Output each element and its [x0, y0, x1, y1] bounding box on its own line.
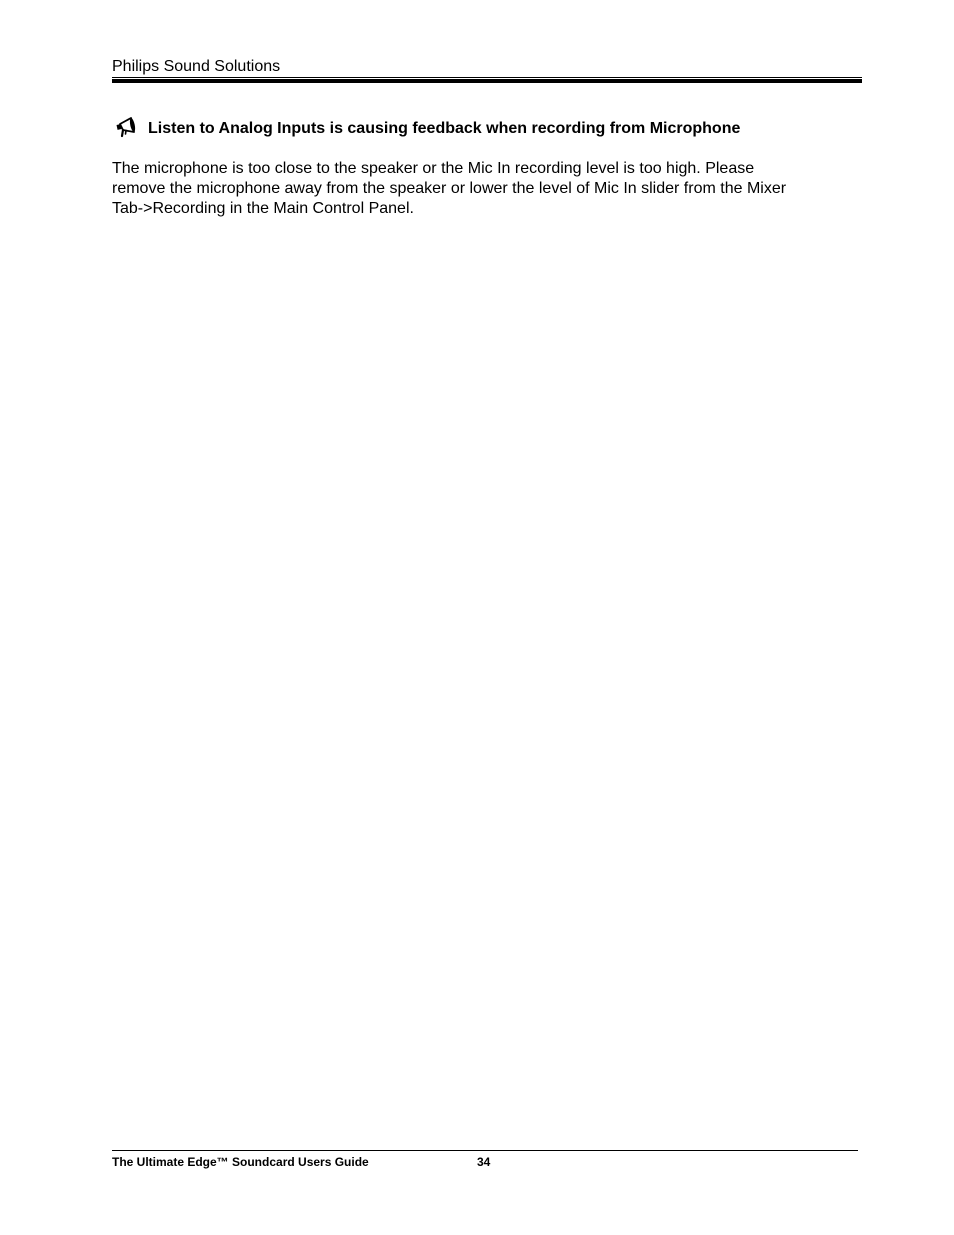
- body-line: Tab->Recording in the Main Control Panel.: [112, 200, 414, 217]
- footer-rule: [112, 1150, 858, 1151]
- body-line: The microphone is too close to the speaker or the Mic In recording level is too high. Please: [112, 160, 755, 177]
- footer-title: The Ultimate Edge™ Soundcard Users Guide: [112, 1155, 369, 1169]
- page-number: 34: [477, 1155, 491, 1169]
- section-body: [112, 159, 852, 219]
- body-line: remove the microphone away from the speaker or lower the level of Mic In slider from the Mixer: [112, 180, 787, 197]
- header-rule-thin: [112, 77, 862, 78]
- section-heading: Listen to Analog Inputs is causing feedback when recording from Microphone: [148, 120, 741, 137]
- megaphone-icon: [114, 116, 138, 138]
- header-title: Philips Sound Solutions: [112, 58, 281, 75]
- header-rule-thick: [112, 79, 862, 83]
